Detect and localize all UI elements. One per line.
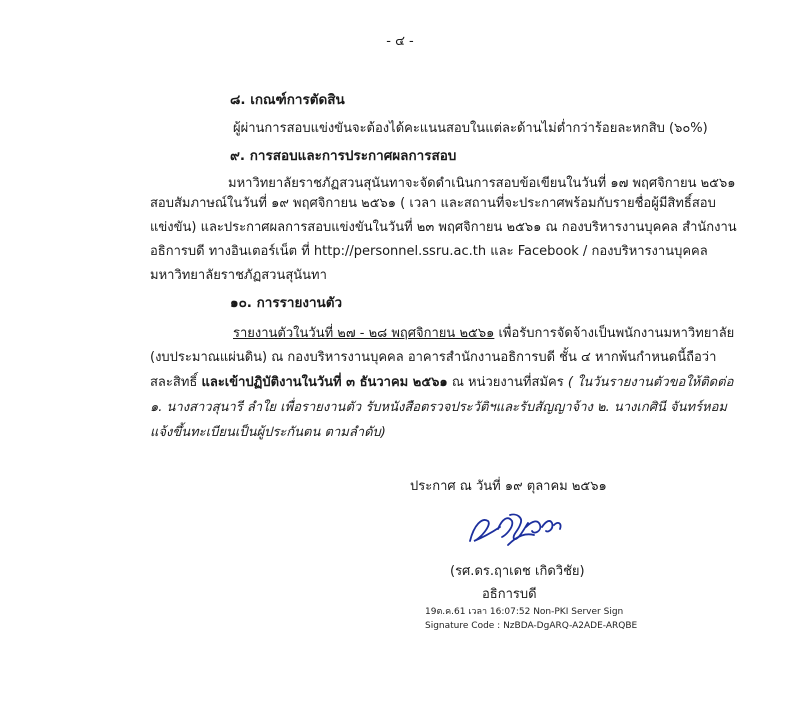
section9-line-5: มหาวิทยาลัยราชภัฏสวนสุนันทา (150, 268, 327, 283)
section9-heading: ๙. การสอบและการประกาศผลการสอบ (230, 148, 457, 164)
section10-line-1 (233, 322, 735, 343)
section10-line-4: ๑. นางสาวสุนารี ลำใย เพื่อรายงานตัว รับหนังสือตรวจประวัติฯและรับสัญญาจ้าง ๒. นางเกศินี จันทร์หอม (150, 400, 727, 415)
section9-line-3: แข่งขัน) และประกาศผลการสอบแข่งขันในวันที่ ๒๓ พฤศจิกายน ๒๕๖๑ ณ กองบริหารงานบุคคล สำนักงาน (150, 220, 737, 235)
report-date-underlined: รายงานตัวในวันที่ ๒๗ - ๒๘ พฤศจิกายน ๒๕๖๑ (233, 326, 495, 341)
section10-line-1-rest: เพื่อรับการจัดจ้างเป็นพนักงานมหาวิทยาลัย (494, 326, 735, 341)
section10-line-5: แจ้งขึ้นทะเบียนเป็นผู้ประกันตน ตามลำดับ) (150, 425, 386, 440)
section8-text: ผู้ผ่านการสอบแข่งขันจะต้องได้คะแนนสอบในแต่ละด้านไม่ต่ำกว่าร้อยละหกสิบ (๖๐%) (233, 121, 708, 136)
section9-line-1: มหาวิทยาลัยราชภัฏสวนสุนันทาจะจัดดำเนินการสอบข้อเขียนในวันที่ ๑๗ พฤศจิกายน ๒๕๖๑ (228, 176, 736, 191)
section9-line-4: อธิการบดี ทางอินเตอร์เน็ต ที่ http://personnel.ssru.ac.th และ Facebook / กองบริหารงานบุคคล (150, 244, 708, 259)
section10-line-3-rest: ณ หน่วยงานที่สมัคร (447, 375, 568, 390)
section10-line-3-plain: สละสิทธิ์ (150, 375, 202, 390)
section9-line-2: สอบสัมภาษณ์ในวันที่ ๑๙ พฤศจิกายน ๒๕๖๑ ( เวลา และสถานที่จะประกาศพร้อมกับรายชื่อผู้มีสิทธิ์สอบ (150, 196, 716, 211)
section10-line-3-italic: ( ในวันรายงานตัวขอให้ติดต่อ (567, 375, 734, 390)
section10-line-2: (งบประมาณแผ่นดิน) ณ กองบริหารงานบุคคล อาคารสำนักงานอธิการบดี ชั้น ๔ หากพ้นกำหนดนี้ถือว่า (150, 350, 717, 365)
section10-heading: ๑๐. การรายงานตัว (230, 295, 343, 311)
signature-image (462, 505, 572, 555)
start-work-date-bold: และเข้าปฏิบัติงานในวันที่ ๓ ธันวาคม ๒๕๖๑ (201, 375, 448, 390)
section8-heading: ๘. เกณฑ์การตัดสิน (230, 92, 345, 108)
e-sign-code: Signature Code : NzBDA-DgARQ-A2ADE-ARQBE (425, 621, 638, 631)
section10-line-3 (150, 371, 734, 392)
page-number: - ๔ - (386, 34, 414, 49)
e-sign-timestamp: 19ต.ค.61 เวลา 16:07:52 Non-PKI Server Sign (425, 607, 624, 617)
announce-date: ประกาศ ณ วันที่ ๑๙ ตุลาคม ๒๕๖๑ (410, 479, 607, 494)
signatory-position: อธิการบดี (482, 587, 537, 602)
signatory-name: (รศ.ดร.ฤาเดช เกิดวิชัย) (450, 564, 585, 579)
